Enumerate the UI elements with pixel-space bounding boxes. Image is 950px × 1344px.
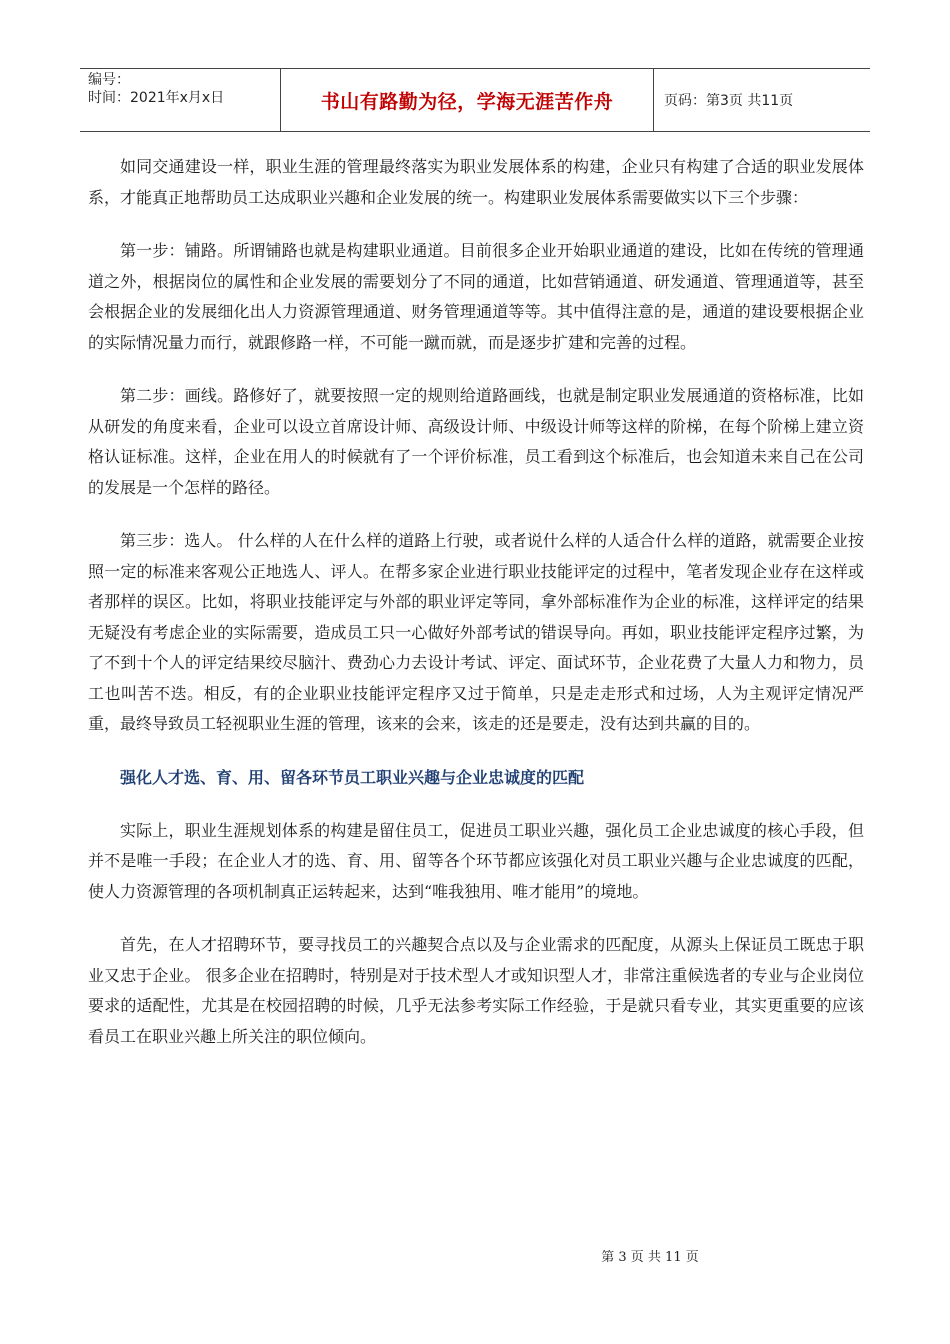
page-footer: 第 3 页 共 11 页: [601, 1250, 699, 1265]
paragraph-step-one: 第一步：铺路。所谓铺路也就是构建职业通道。目前很多企业开始职业通道的建设，比如在传统的管理通道之外，根据岗位的属性和企业发展的需要划分了不同的通道，比如营销通道、研发通道、管理通道等，甚至会根据企业的发展细化出人力资源管理通道、财务管理通道等等。其中值得注意的是，通道的建设要根据企业的实际情况量力而行，就跟修路一样，不可能一蹴而就，而是逐步扩建和完善的过程。: [88, 241, 864, 352]
code-label: 编号：: [88, 72, 130, 88]
paragraph-step-three: 第三步：选人。 什么样的人在什么样的道路上行驶，或者说什么样的人适合什么样的道路，就需要企业按照一定的标准来客观公正地选人、评人。在帮多家企业进行职业技能评定的过程中，笔者发现企业存在这样或者那样的误区。比如，将职业技能评定与外部的职业评定等同，拿外部标准作为企业的标准，这样评定的结果无疑没有考虑企业的实际需要，造成员工只一心做好外部考试的错误导向。再如，职业技能评定程序过繁，为了不到十个人的评定结果绞尽脑汁、费劲心力去设计考试、评定、面试环节，企业花费了大量人力和物力，员工也叫苦不迭。相反，有的企业职业技能评定程序又过于简单，只是走走形式和过场，人为主观评定情况严重，最终导致员工轻视职业生涯的管理，该来的会来，该走的还是要走，没有达到共赢的目的。: [88, 531, 864, 733]
time-label: 时间：2021年x月x日: [88, 90, 225, 106]
header-page-info: 页码：第3页 共11页: [664, 93, 794, 109]
header-motto: 书山有路勤为径，学海无涯苦作舟: [280, 69, 654, 131]
page-header: [80, 68, 870, 132]
paragraph-intro: 如同交通建设一样，职业生涯的管理最终落实为职业发展体系的构建，企业只有构建了合适的职业发展体系，才能真正地帮助员工达成职业兴趣和企业发展的统一。构建职业发展体系需要做实以下三个步骤：: [88, 157, 864, 207]
section-heading: 强化人才选、育、用、留各环节员工职业兴趣与企业忠诚度的匹配: [120, 767, 585, 787]
paragraph-section-intro: 实际上，职业生涯规划体系的构建是留住员工，促进员工职业兴趣，强化员工企业忠诚度的核心手段，但并不是唯一手段；在企业人才的选、育、用、留等各个环节都应该强化对员工职业兴趣与企业忠诚度的匹配，使人力资源管理的各项机制真正运转起来，达到“唯我独用、唯才能用”的境地。: [88, 820, 864, 901]
document-body: [88, 152, 864, 1075]
paragraph-step-two: 第二步：画线。路修好了，就要按照一定的规则给道路画线，也就是制定职业发展通道的资格标准，比如从研发的角度来看，企业可以设立首席设计师、高级设计师、中级设计师等这样的阶梯，在每个阶梯上建立资格认证标准。这样，企业在用人的时候就有了一个评价标准，员工看到这个标准后，也会知道未来自己在公司的发展是一个怎样的路径。: [88, 386, 864, 497]
paragraph-recruitment: 首先，在人才招聘环节，要寻找员工的兴趣契合点以及与企业需求的匹配度，从源头上保证员工既忠于职业又忠于企业。 很多企业在招聘时，特别是对于技术型人才或知识型人才，非常注重候选者的专业与企业岗位要求的适配性，尤其是在校园招聘的时候，几乎无法参考实际工作经验，于是就只看专业，其实更重要的应该看员工在职业兴趣上所关注的职位倾向。: [88, 935, 864, 1046]
header-meta: [80, 69, 280, 131]
